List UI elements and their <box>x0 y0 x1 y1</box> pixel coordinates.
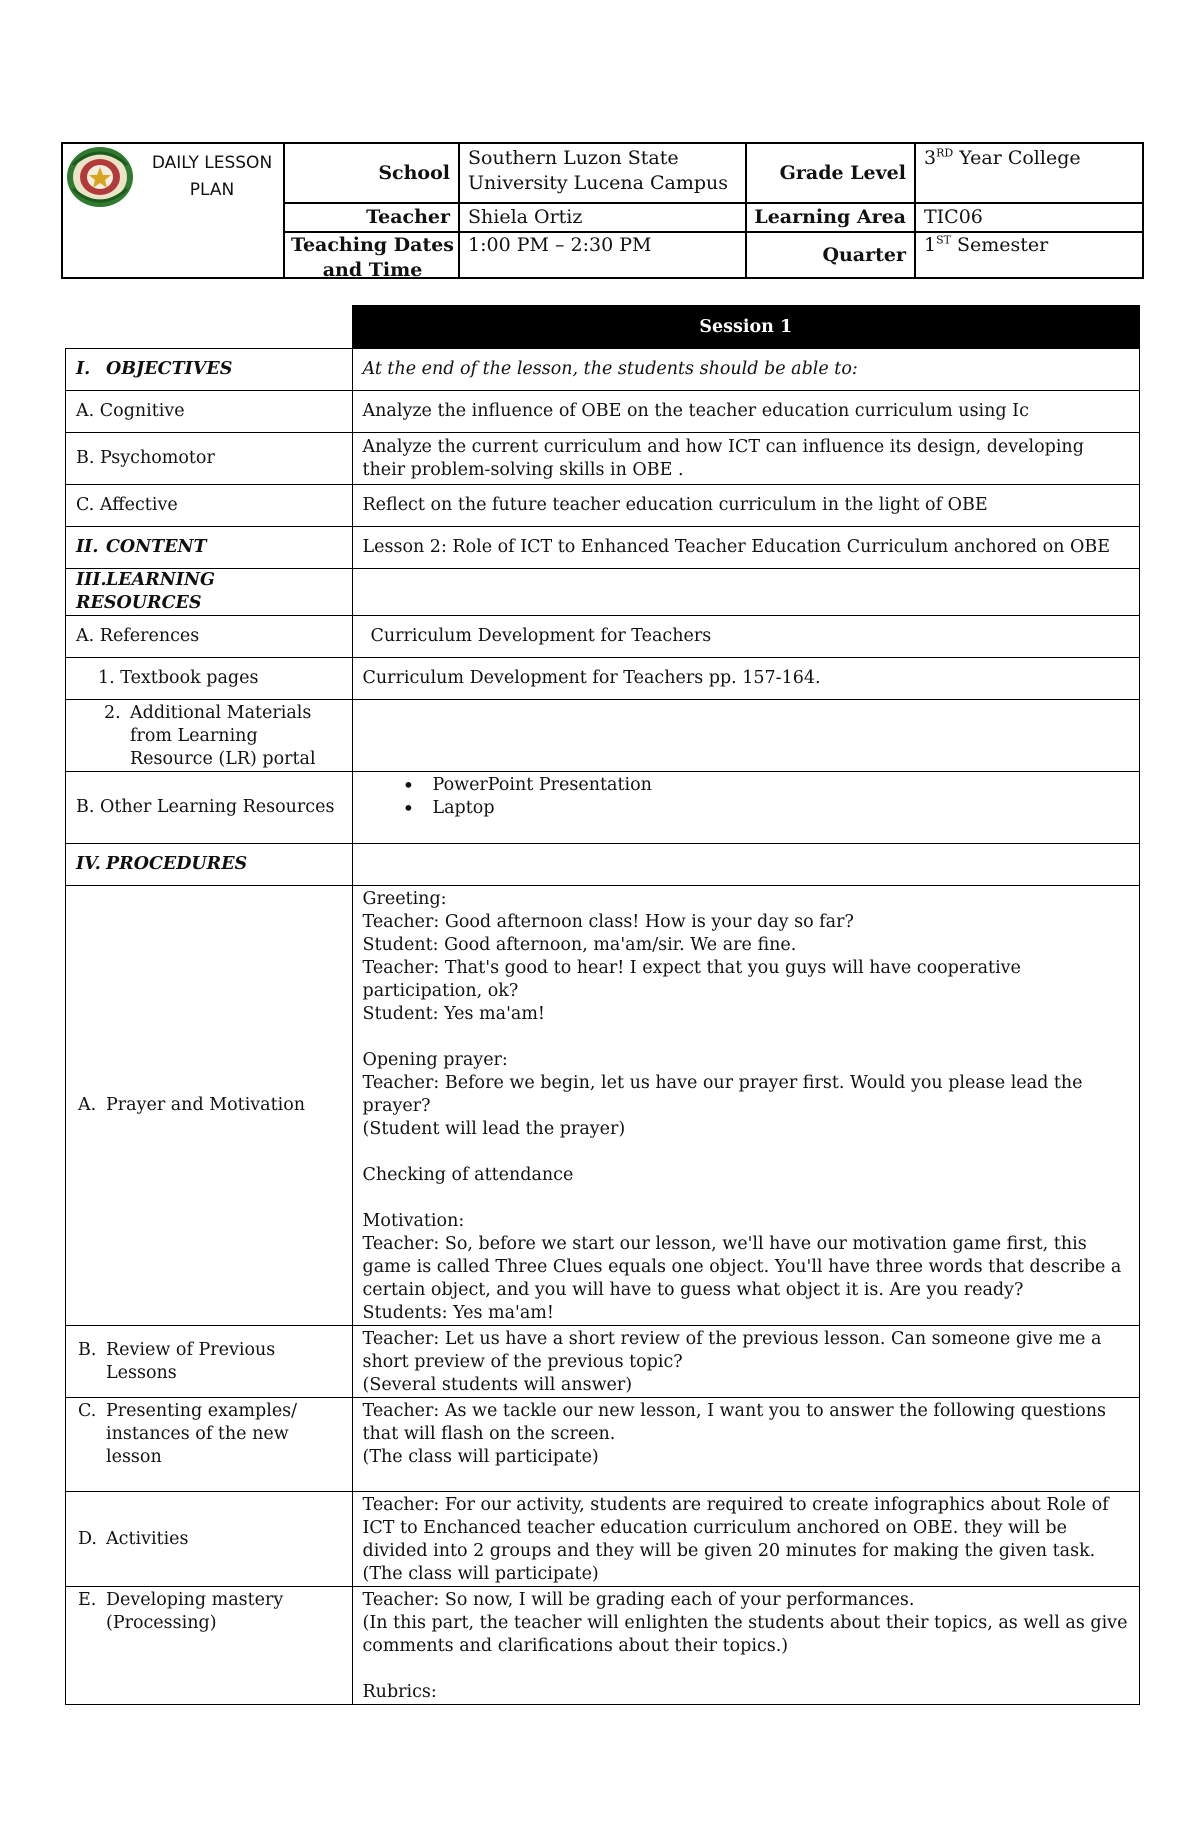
objectives-label <box>66 349 353 391</box>
item-letter: D. <box>78 1528 97 1549</box>
grade-level-value <box>916 146 1142 171</box>
table-row <box>66 700 1140 772</box>
item-letter: E. <box>78 1590 97 1610</box>
table-row <box>66 1398 1140 1492</box>
greeting-line: Greeting: <box>362 889 447 909</box>
mastery-label <box>66 1587 353 1705</box>
procedures-value <box>352 844 1140 886</box>
cognitive-value: Analyze the influence of OBE on the teacher education curriculum using Ic <box>352 391 1140 433</box>
motivation-line: Students: Yes ma'am! <box>362 1303 554 1323</box>
learning-resources-label <box>66 569 353 616</box>
grade-level-suffix: RD <box>936 146 954 160</box>
table-row <box>66 349 1140 391</box>
table-row <box>66 772 1140 844</box>
list-item: • PowerPoint Presentation <box>363 774 1130 797</box>
motivation-line: Teacher: So, before we start our lesson, we'll have our motivation game first, this game is called Three Clues equals one object. You'll have three words that describe a certain object, and you will have to guess what object it is. Are you ready? <box>362 1234 1122 1300</box>
review-line: (Several students will answer) <box>362 1375 633 1395</box>
table-row <box>66 658 1140 700</box>
school-label: School <box>378 161 450 184</box>
learning-resources-value <box>352 569 1140 616</box>
item-text: Review of Previous Lessons <box>106 1339 276 1383</box>
psychomotor-label: B. Psychomotor <box>66 433 353 485</box>
section-number: IV. <box>76 854 101 874</box>
item-letter: C. <box>78 1401 97 1421</box>
table-row <box>66 569 1140 616</box>
table-row <box>66 886 1140 1326</box>
table-row <box>66 1492 1140 1587</box>
attendance-line: Checking of attendance <box>362 1165 574 1185</box>
item-text: Developing mastery (Processing) <box>106 1590 284 1633</box>
activities-line: (The class will participate) <box>362 1564 599 1584</box>
presenting-value <box>352 1398 1140 1492</box>
objectives-value: At the end of the lesson, the students should be able to: <box>352 349 1140 391</box>
prayer-motivation-label <box>66 886 353 1326</box>
content-label <box>66 527 353 569</box>
spacer <box>363 1026 1130 1049</box>
quarter-suffix: ST <box>936 233 951 247</box>
teaching-dates-label: Teaching Dates and Time <box>290 234 455 281</box>
resource-list <box>363 774 1130 820</box>
review-line: Teacher: Let us have a short review of the previous lesson. Can someone give me a short preview of the previous topic? <box>362 1329 1102 1372</box>
textbook-pages-value: Curriculum Development for Teachers pp. 157-164. <box>352 658 1140 700</box>
grade-level-label: Grade Level <box>779 161 906 184</box>
learning-area-value: TIC06 <box>924 206 983 228</box>
school-value: Southern Luzon State University Lucena Campus <box>468 147 728 194</box>
activities-line: Teacher: For our activity, students are required to create infographics about Role of ICT to Enchanced teacher education curriculum anchored on OBE. they will be divided into 2 groups and they will be given 20 minutes for making the given task. <box>362 1495 1109 1561</box>
session-title: Session 1 <box>352 306 1140 349</box>
other-resources-value <box>352 772 1140 844</box>
activities-value <box>352 1492 1140 1587</box>
procedure-item <box>78 1528 342 1551</box>
procedure-item <box>78 1339 342 1385</box>
spacer <box>363 1187 1130 1210</box>
additional-materials-item <box>104 702 342 771</box>
list-item: • Laptop <box>363 797 1130 820</box>
section-title: PROCEDURES <box>106 854 248 874</box>
teaching-dates-value: 1:00 PM – 2:30 PM <box>468 234 652 256</box>
motivation-line: Motivation: <box>362 1211 465 1231</box>
grade-level-text: Year College <box>953 147 1081 169</box>
references-value: Curriculum Development for Teachers <box>352 616 1140 658</box>
prayer-line: Opening prayer: <box>362 1050 508 1070</box>
grade-level-number: 3 <box>924 147 937 169</box>
textbook-pages-label: 1. Textbook pages <box>66 658 353 700</box>
greeting-line: Student: Good afternoon, ma'am/sir. We are fine. <box>362 935 797 955</box>
content-value: Lesson 2: Role of ICT to Enhanced Teacher Education Curriculum anchored on OBE <box>352 527 1140 569</box>
section-title: OBJECTIVES <box>106 359 233 379</box>
other-resources-label: B. Other Learning Resources <box>66 772 353 844</box>
greeting-line: Teacher: That's good to hear! I expect that you guys will have cooperative participation, ok? <box>362 958 1021 1001</box>
header-logo-cell <box>63 144 285 277</box>
item-text: Presenting examples/ instances of the new lesson <box>106 1401 298 1467</box>
quarter-value <box>916 233 1142 258</box>
session-header-row <box>66 306 1140 349</box>
activities-label <box>66 1492 353 1587</box>
review-label <box>66 1326 353 1398</box>
additional-materials-value <box>352 700 1140 772</box>
item-text: Prayer and Motivation <box>106 1095 306 1115</box>
lesson-plan-table <box>65 305 1140 1705</box>
spacer <box>363 1658 1130 1681</box>
procedure-item <box>78 1094 342 1117</box>
teacher-value: Shiela Ortiz <box>468 206 583 228</box>
deped-seal-icon <box>65 145 135 209</box>
table-row <box>66 1587 1140 1705</box>
table-row <box>66 1326 1140 1398</box>
learning-area-label: Learning Area <box>754 206 906 228</box>
quarter-number: 1 <box>924 234 937 256</box>
prayer-motivation-value <box>352 886 1140 1326</box>
presenting-label <box>66 1398 353 1492</box>
spacer <box>363 1141 1130 1164</box>
greeting-line: Teacher: Good afternoon class! How is your day so far? <box>362 912 854 932</box>
mastery-line: (In this part, the teacher will enlighten the students about their topics, as well as give comments and clarifications about their topics.) <box>362 1613 1128 1656</box>
prayer-line: Teacher: Before we begin, let us have our prayer first. Would you please lead the prayer? <box>362 1073 1083 1116</box>
procedures-label <box>66 844 353 886</box>
affective-value: Reflect on the future teacher education curriculum in the light of OBE <box>352 485 1140 527</box>
teacher-label: Teacher <box>366 206 450 228</box>
rubrics-line: Rubrics: <box>362 1682 437 1702</box>
section-title: LEARNING RESOURCES <box>76 570 215 613</box>
review-value <box>352 1326 1140 1398</box>
presenting-line: (The class will participate) <box>362 1447 599 1467</box>
item-letter: B. <box>78 1339 97 1360</box>
item-text: Activities <box>106 1528 189 1549</box>
table-row <box>66 391 1140 433</box>
additional-materials-label <box>66 700 353 772</box>
mastery-line: Teacher: So now, I will be grading each of your performances. <box>362 1590 915 1610</box>
cognitive-label: A. Cognitive <box>66 391 353 433</box>
table-row <box>66 527 1140 569</box>
mastery-value <box>352 1587 1140 1705</box>
quarter-label: Quarter <box>822 243 906 266</box>
table-row <box>66 616 1140 658</box>
table-row <box>66 485 1140 527</box>
psychomotor-value: Analyze the current curriculum and how ICT can influence its design, developing their problem-solving skills in OBE . <box>352 433 1140 485</box>
item-number: 2. <box>104 703 121 723</box>
presenting-line: Teacher: As we tackle our new lesson, I want you to answer the following questions that will flash on the screen. <box>362 1401 1106 1444</box>
procedure-item <box>78 1400 342 1469</box>
affective-label: C. Affective <box>66 485 353 527</box>
greeting-line: Student: Yes ma'am! <box>362 1004 545 1024</box>
references-label: A. References <box>66 616 353 658</box>
item-letter: A. <box>78 1095 97 1115</box>
section-number: II. <box>76 537 99 557</box>
header-table <box>61 142 1144 279</box>
section-number: I. <box>76 359 91 379</box>
table-row <box>66 433 1140 485</box>
daily-lesson-plan-title: DAILY LESSON PLAN <box>151 153 273 200</box>
blank-cell <box>66 306 353 349</box>
prayer-line: (Student will lead the prayer) <box>362 1119 626 1139</box>
procedure-item <box>78 1589 342 1635</box>
section-number: III. <box>76 570 107 590</box>
quarter-text: Semester <box>950 234 1049 256</box>
table-row <box>66 844 1140 886</box>
item-text: Additional Materials from Learning Resource (LR) portal <box>130 703 316 769</box>
section-title: CONTENT <box>106 537 207 557</box>
